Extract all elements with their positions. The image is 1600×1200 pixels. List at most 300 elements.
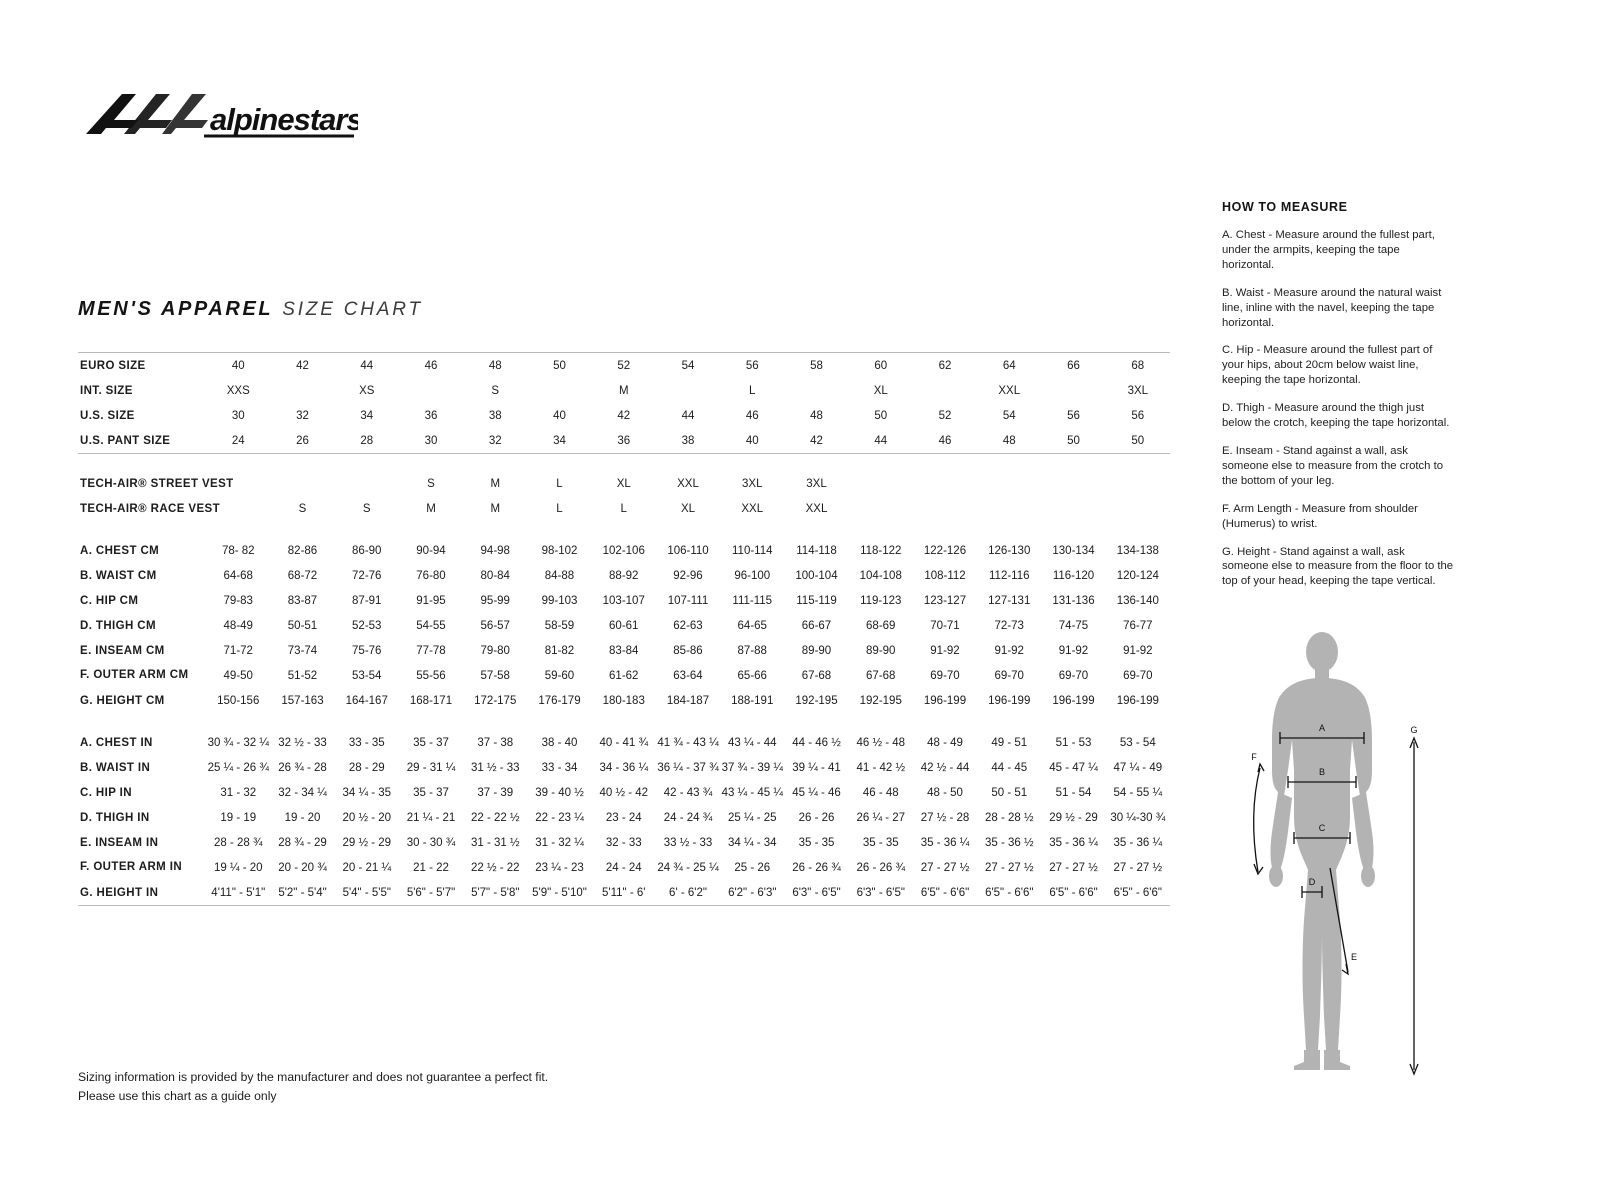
cell: 35 - 37: [413, 786, 449, 799]
cell: 83-87: [287, 594, 318, 607]
cell: 5'6" - 5'7": [399, 880, 463, 906]
cell: 67-68: [866, 669, 896, 682]
cell: 76-77: [1123, 619, 1153, 632]
cell: 33 - 35: [348, 736, 385, 749]
cell: 42 - 43 ¾: [663, 786, 713, 799]
cell: 87-88: [737, 644, 767, 657]
how-to-measure-item: C. Hip - Measure around the fullest part of your hips, about 20cm below waist line, keeping the tape horizontal.: [1222, 344, 1433, 387]
cell: 60: [849, 353, 913, 379]
cell: XL: [616, 477, 631, 490]
row-label: D. THIGH CM: [80, 619, 156, 632]
cell: 69-70: [994, 669, 1024, 682]
cell: 27 - 27 ½: [1113, 861, 1163, 874]
cell: 69-70: [1058, 669, 1089, 682]
cell: 188-191: [731, 694, 774, 707]
cell: 42: [270, 353, 334, 379]
cell: 79-80: [480, 644, 510, 657]
cell: 6'2" - 6'3": [720, 880, 784, 906]
cell: 29 ½ - 29: [342, 836, 392, 849]
cell: 60-61: [609, 619, 639, 632]
cell: 176-179: [538, 694, 581, 707]
cell: 39 ¼ - 41: [792, 761, 841, 774]
cell: 91-95: [416, 594, 446, 607]
cell: 116-120: [1052, 569, 1095, 582]
table-row: [78, 496, 1170, 521]
cell: [977, 496, 1041, 521]
table-spacer: [78, 713, 1170, 730]
cell: 45 ¼ - 46: [792, 786, 841, 799]
row-label: TECH-AIR® STREET VEST: [80, 477, 234, 490]
cell: 126-130: [988, 544, 1031, 557]
table-spacer: [78, 521, 1170, 538]
cell: 50: [1041, 428, 1105, 454]
cell: 68: [1106, 353, 1170, 379]
cell: 75-76: [352, 644, 382, 657]
row-label: U.S. PANT SIZE: [78, 428, 206, 454]
cell: 28 - 28 ¾: [213, 836, 263, 849]
cell: 38: [656, 428, 720, 454]
label-a: A: [1318, 723, 1326, 733]
row-label: E. INSEAM CM: [80, 644, 165, 657]
cell: 45 - 47 ¼: [1049, 761, 1098, 774]
cell: 74-75: [1058, 619, 1089, 632]
row-label: C. HIP CM: [80, 594, 139, 607]
cell: 98-102: [541, 544, 578, 557]
cell: 67-68: [801, 669, 832, 682]
cell: 44 - 46 ½: [792, 736, 841, 749]
cell: 19 ¼ - 20: [213, 861, 263, 874]
footer-disclaimer: [78, 1068, 548, 1106]
cell: 48 - 49: [927, 736, 963, 749]
cell: 24 - 24 ¾: [663, 811, 713, 824]
table-row: [78, 830, 1170, 855]
cell: 3XL: [806, 477, 827, 490]
table-row: [78, 353, 1170, 379]
cell: 46 - 48: [862, 786, 899, 799]
cell: 5'2" - 5'4": [270, 880, 334, 906]
cell: 51-52: [287, 669, 318, 682]
cell: 22 - 23 ¼: [535, 811, 584, 824]
cell: [913, 496, 977, 521]
cell: 34 ¼ - 34: [727, 836, 777, 849]
cell: 28 ¾ - 29: [278, 836, 327, 849]
cell: [849, 471, 913, 496]
row-label: B. WAIST IN: [80, 761, 151, 774]
table-row: [78, 855, 1170, 880]
cell: 48: [810, 409, 823, 422]
cell: 29 ½ - 29: [1049, 811, 1098, 824]
label-b: B: [1318, 767, 1326, 777]
cell: 36: [424, 409, 438, 422]
cell: XXL: [805, 502, 828, 515]
cell: 6'5" - 6'6": [1041, 880, 1105, 906]
cell: 6'5" - 6'6": [977, 880, 1041, 906]
cell: 43 ¼ - 44: [727, 736, 777, 749]
cell: 48: [463, 353, 527, 379]
cell: 58: [784, 353, 848, 379]
row-label: F. OUTER ARM CM: [80, 668, 189, 681]
cell: 6'3" - 6'5": [784, 880, 848, 906]
cell: 50-51: [287, 619, 318, 632]
cell: 54 - 55 ¼: [1113, 786, 1163, 799]
cell: 50 - 51: [991, 786, 1028, 799]
cell: 102-106: [602, 544, 645, 557]
cell: 79-83: [223, 594, 253, 607]
cell: 5'9" - 5'10": [527, 880, 591, 906]
cell: 22 ½ - 22: [470, 861, 520, 874]
cell: 90-94: [416, 544, 446, 557]
cell: [1041, 496, 1105, 521]
cell: XXL: [677, 477, 699, 490]
cell: 192-195: [795, 694, 838, 707]
cell: 26 ¼ - 27: [856, 811, 906, 824]
cell: 53 - 54: [1119, 736, 1156, 749]
cell: 196-199: [1116, 694, 1159, 707]
cell: 63-64: [673, 669, 703, 682]
cell: 35 - 35: [798, 836, 835, 849]
cell: 62-63: [673, 619, 703, 632]
cell: 103-107: [602, 594, 645, 607]
cell: 28: [335, 428, 399, 454]
cell: 42: [784, 428, 848, 454]
cell: L: [749, 384, 756, 397]
cell: 66-67: [801, 619, 832, 632]
cell: L: [620, 502, 627, 515]
cell: L: [556, 477, 563, 490]
cell: 96-100: [734, 569, 771, 582]
cell: 111-115: [732, 594, 773, 607]
cell: 71-72: [223, 644, 253, 657]
cell: 26 - 26: [798, 811, 835, 824]
cell: 35 - 37: [413, 736, 449, 749]
cell: 44: [681, 409, 695, 422]
cell: 30 ¾ - 32 ¼: [207, 736, 269, 749]
cell: 85-86: [673, 644, 703, 657]
cell: 54: [1002, 409, 1016, 422]
cell: 164-167: [345, 694, 388, 707]
cell: 184-187: [666, 694, 710, 707]
how-to-measure-item: E. Inseam - Stand against a wall, ask someone else to measure from the crotch to the bottom of your leg.: [1222, 444, 1444, 487]
cell: 100-104: [795, 569, 838, 582]
cell: 84-88: [544, 569, 575, 582]
row-label: EURO SIZE: [78, 353, 206, 379]
cell: 26 - 26 ¾: [856, 861, 906, 874]
cell: 92-96: [673, 569, 703, 582]
cell: 136-140: [1116, 594, 1159, 607]
cell: 3XL: [742, 477, 763, 490]
cell: 19 - 20: [284, 811, 321, 824]
cell: 52-53: [352, 619, 382, 632]
cell: 38: [488, 409, 502, 422]
cell: 127-131: [988, 594, 1031, 607]
cell: 30: [231, 409, 245, 422]
cell: 29 - 31 ¼: [406, 761, 456, 774]
cell: 34: [527, 428, 591, 454]
cell: 73-74: [287, 644, 318, 657]
cell: 37 ¾ - 39 ¼: [721, 761, 783, 774]
table-row: [78, 563, 1170, 588]
cell: [656, 378, 720, 403]
cell: 53-54: [352, 669, 382, 682]
cell: 118-122: [860, 544, 902, 557]
table-row: [78, 378, 1170, 403]
cell: [1106, 496, 1170, 521]
cell: 50: [527, 353, 591, 379]
cell: 21 - 22: [413, 861, 449, 874]
cell: 58-59: [544, 619, 575, 632]
cell: S: [491, 384, 500, 397]
cell: XS: [359, 384, 375, 397]
page-title: [78, 298, 423, 321]
cell: 25 - 26: [734, 861, 771, 874]
cell: [527, 378, 591, 403]
cell: 65-66: [737, 669, 767, 682]
cell: 44: [335, 353, 399, 379]
cell: 36: [592, 428, 656, 454]
cell: 24 ¾ - 25 ¼: [657, 861, 719, 874]
cell: 35 - 36 ¼: [920, 836, 970, 849]
cell: 81-82: [544, 644, 575, 657]
cell: 99-103: [541, 594, 578, 607]
table-row: [78, 688, 1170, 713]
cell: 41 ¾ - 43 ¼: [657, 736, 719, 749]
cell: 59-60: [544, 669, 575, 682]
row-label: C. HIP IN: [80, 786, 132, 799]
cell: 40: [720, 428, 784, 454]
cell: 122-126: [923, 544, 967, 557]
cell: 40 - 41 ¾: [599, 736, 649, 749]
how-to-measure-item: D. Thigh - Measure around the thigh just below the crotch, keeping the tape horizontal.: [1222, 402, 1450, 430]
cell: 23 ¼ - 23: [535, 861, 584, 874]
cell: 91-92: [1058, 644, 1089, 657]
cell: 94-98: [480, 544, 510, 557]
cell: 37 - 38: [477, 736, 514, 749]
cell: 134-138: [1116, 544, 1159, 557]
cell: 47 ¼ - 49: [1113, 761, 1163, 774]
row-label: E. INSEAM IN: [80, 836, 159, 849]
cell: 36 ¼ - 37 ¾: [657, 761, 719, 774]
table-row: [78, 730, 1170, 755]
cell: 6' - 6'2": [656, 880, 720, 906]
cell: 20 - 20 ¾: [278, 861, 327, 874]
cell: 46 ½ - 48: [856, 736, 906, 749]
cell: [399, 378, 463, 403]
cell: 4'11" - 5'1": [206, 880, 270, 906]
table-row: [78, 880, 1170, 906]
table-row: [78, 755, 1170, 780]
cell: 196-199: [988, 694, 1031, 707]
cell: 64-68: [223, 569, 253, 582]
svg-text:alpinestars: alpinestars: [210, 102, 358, 137]
cell: 130-134: [1052, 544, 1095, 557]
cell: S: [298, 502, 307, 515]
cell: 52: [938, 409, 952, 422]
cell: 64-65: [737, 619, 767, 632]
cell: 35 - 36 ½: [984, 836, 1034, 849]
cell: 72-73: [994, 619, 1024, 632]
cell: 104-108: [859, 569, 902, 582]
cell: 50: [874, 409, 888, 422]
label-d: D: [1308, 877, 1316, 887]
cell: 86-90: [352, 544, 382, 557]
cell: 40 ½ - 42: [599, 786, 649, 799]
cell: 40: [206, 353, 270, 379]
cell: 3XL: [1127, 384, 1149, 397]
label-g: G: [1410, 725, 1418, 735]
cell: 77-78: [416, 644, 446, 657]
cell: 80-84: [480, 569, 510, 582]
cell: 19 - 19: [220, 811, 257, 824]
cell: 49-50: [223, 669, 253, 682]
cell: [1041, 378, 1105, 403]
cell: 32 ½ - 33: [278, 736, 327, 749]
label-c: C: [1318, 823, 1326, 833]
cell: 6'5" - 6'6": [1106, 880, 1170, 906]
cell: 48: [977, 428, 1041, 454]
cell: 48 - 50: [927, 786, 963, 799]
row-label: U.S. SIZE: [80, 409, 135, 422]
table-row: [78, 471, 1170, 496]
cell: 51 - 53: [1055, 736, 1092, 749]
how-to-measure-item: G. Height - Stand against a wall, ask someone else to measure from the floor to the top of your head, keeping the tape vertical.: [1222, 545, 1454, 588]
cell: 46: [745, 409, 759, 422]
cell: 66: [1041, 353, 1105, 379]
cell: 115-119: [796, 594, 837, 607]
cell: 40: [553, 409, 566, 422]
cell: 114-118: [796, 544, 837, 557]
cell: 41 - 42 ½: [856, 761, 906, 774]
cell: 192-195: [859, 694, 902, 707]
label-e: E: [1350, 952, 1358, 962]
cell: 35 - 35: [862, 836, 899, 849]
cell: 68-69: [866, 619, 896, 632]
row-label: F. OUTER ARM IN: [80, 860, 183, 873]
cell: 27 ½ - 28: [920, 811, 970, 824]
cell: [849, 496, 913, 521]
cell: 5'4" - 5'5": [335, 880, 399, 906]
cell: 157-163: [281, 694, 324, 707]
cell: [270, 378, 334, 403]
cell: 25 ¼ - 25: [727, 811, 777, 824]
cell: 28 - 29: [348, 761, 385, 774]
how-to-measure-item: A. Chest - Measure around the fullest part, under the armpits, keeping the tape horizontal.: [1222, 229, 1435, 271]
cell: 32 - 34 ¼: [278, 786, 327, 799]
table-row: [78, 538, 1170, 563]
cell: 31 - 32: [220, 786, 257, 799]
cell: M: [490, 502, 501, 515]
cell: 50: [1106, 428, 1170, 454]
cell: 62: [913, 353, 977, 379]
cell: 49 - 51: [991, 736, 1028, 749]
cell: S: [427, 477, 435, 490]
cell: 5'7" - 5'8": [463, 880, 527, 906]
cell: 119-123: [860, 594, 902, 607]
cell: 91-92: [930, 644, 960, 657]
cell: M: [618, 384, 629, 397]
cell: 69-70: [930, 669, 960, 682]
cell: 39 - 40 ½: [535, 786, 584, 799]
cell: 5'11" - 6': [592, 880, 656, 906]
how-to-measure-panel: [1222, 200, 1454, 602]
measurement-figure: [1222, 620, 1462, 1100]
cell: 25 ¼ - 26 ¾: [207, 761, 269, 774]
cell: [1106, 471, 1170, 496]
cell: 123-127: [923, 594, 967, 607]
cell: 56: [1131, 409, 1145, 422]
cell: 95-99: [480, 594, 510, 607]
cell: M: [490, 477, 501, 490]
cell: 69-70: [1123, 669, 1153, 682]
row-label: G. HEIGHT IN: [78, 880, 206, 906]
size-chart-table: [78, 352, 1170, 906]
cell: XL: [873, 384, 888, 397]
cell: 44 - 45: [991, 761, 1028, 774]
cell: 26 - 26 ¾: [792, 861, 841, 874]
cell: 6'3" - 6'5": [849, 880, 913, 906]
cell: 35 - 36 ¼: [1113, 836, 1163, 849]
cell: 26: [270, 428, 334, 454]
cell: 27 - 27 ½: [984, 861, 1034, 874]
cell: 68-72: [287, 569, 318, 582]
cell: 131-136: [1052, 594, 1095, 607]
cell: 91-92: [994, 644, 1024, 657]
table-row: [78, 403, 1170, 428]
cell: 196-199: [1052, 694, 1095, 707]
cell: 61-62: [609, 669, 639, 682]
cell: XL: [680, 502, 696, 515]
footer-line-1: Sizing information is provided by the manufacturer and does not guarantee a perfect fit.: [78, 1070, 549, 1084]
table-row: [78, 663, 1170, 688]
cell: 46: [913, 428, 977, 454]
row-label: G. HEIGHT CM: [80, 694, 165, 707]
row-label: B. WAIST CM: [80, 569, 157, 582]
how-to-measure-item: F. Arm Length - Measure from shoulder (Humerus) to wrist.: [1222, 502, 1418, 530]
cell: 31 - 32 ¼: [535, 836, 584, 849]
cell: 23 - 24: [605, 811, 642, 824]
cell: [977, 471, 1041, 496]
cell: [270, 471, 334, 496]
table-row: [78, 428, 1170, 454]
cell: 44: [849, 428, 913, 454]
cell: [913, 378, 977, 403]
cell: XXL: [998, 384, 1021, 397]
row-label: D. THIGH IN: [80, 811, 150, 824]
table-row: [78, 805, 1170, 830]
cell: 57-58: [480, 669, 510, 682]
cell: 108-112: [924, 569, 966, 582]
cell: 180-183: [602, 694, 645, 707]
cell: 87-91: [352, 594, 382, 607]
cell: 172-175: [474, 694, 517, 707]
cell: M: [426, 502, 436, 515]
cell: 89-90: [866, 644, 896, 657]
cell: 88-92: [609, 569, 639, 582]
cell: 33 ½ - 33: [663, 836, 713, 849]
cell: 51 - 54: [1055, 786, 1092, 799]
cell: [784, 378, 848, 403]
table-spacer: [78, 454, 1170, 472]
cell: 56: [1067, 409, 1080, 422]
cell: 106-110: [667, 544, 709, 557]
cell: 24: [206, 428, 270, 454]
cell: 82-86: [287, 544, 318, 557]
page-title-sub: SIZE CHART: [282, 299, 423, 320]
cell: 91-92: [1123, 644, 1153, 657]
cell: 52: [592, 353, 656, 379]
cell: 27 - 27 ½: [920, 861, 970, 874]
table-row: [78, 780, 1170, 805]
cell: 54-55: [416, 619, 446, 632]
